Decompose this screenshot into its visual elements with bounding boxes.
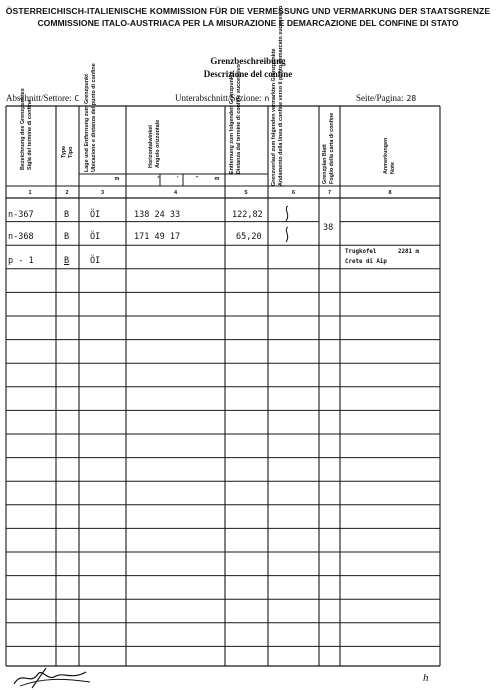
col3-number: 3	[100, 190, 105, 196]
col8-number: 8	[388, 190, 392, 196]
col1-header-de: Bezeichnung des Grenzpunktes	[20, 88, 26, 170]
col5-header-de: Entfernung zum folgenden Grenzpunkte	[229, 71, 235, 174]
col6-header-de: Grenzverlauf zum folgenden vermarkten Grenzpunkte	[271, 48, 277, 186]
col7-header	[322, 113, 335, 184]
horizontal-angle: 171 49 17	[134, 232, 181, 242]
curve-course-icon	[282, 205, 292, 223]
point-type: B	[64, 256, 70, 266]
point-location: ÖI	[90, 210, 101, 220]
col4-unit: ° ' "	[157, 176, 199, 182]
point-location: ÖI	[90, 256, 101, 266]
col3-header-de: Lage und Entfernung zum Grenzpunkt	[84, 74, 90, 172]
col5-header	[229, 64, 242, 174]
point-id: n-368	[8, 232, 34, 242]
signature-scribble	[12, 664, 92, 690]
commission-title-it: COMMISSIONE ITALO-AUSTRIACA PER LA MISURAZIONE E DEMARCAZIONE DEL CONFINE DI STATO	[37, 18, 459, 28]
document-title-de: Grenzbeschreibung	[210, 56, 286, 66]
col2-header-it: Tipo	[67, 146, 74, 158]
map-sheet-number: 38	[323, 223, 334, 233]
col6-header-it: Andamento della linea di confine verso il punto demarcato successivo	[277, 5, 284, 186]
point-location: ÖI	[90, 232, 101, 242]
col4-header-de: Horizontalwinkel	[148, 125, 154, 168]
note-peak-name-it: Crete di Aip	[345, 259, 387, 265]
distance: 65,20	[236, 232, 262, 242]
point-id: n-367	[8, 210, 34, 220]
col3-unit: m	[114, 176, 120, 182]
col3-header-it: Ubicazione e distanza del punto di confine	[90, 63, 97, 172]
section-label: Abschnitt/Settore:	[6, 93, 72, 103]
col4-header	[148, 120, 161, 168]
col8-header	[383, 138, 396, 174]
col1-number: 1	[28, 190, 32, 196]
col7-header-it: Foglio della carta di confine	[328, 112, 335, 184]
curve-course-icon	[282, 226, 292, 244]
col2-header	[61, 146, 74, 158]
point-type: B	[64, 232, 70, 242]
col8-header-de: Anmerkungen	[383, 137, 389, 174]
note-peak-name: Trugkofel	[345, 249, 377, 255]
col5-header-it: Distanza dal termine di confine successivo	[235, 64, 242, 174]
col7-number: 7	[327, 190, 332, 196]
point-id: p - 1	[8, 256, 34, 266]
col4-header-it: Angolo orizzontale	[154, 119, 161, 168]
section-value: C	[74, 94, 80, 103]
col7-header-de: Grenzplan Blatt	[322, 144, 328, 184]
col2-number: 2	[65, 190, 69, 196]
col4-number: 4	[173, 190, 178, 196]
point-type: B	[64, 210, 70, 220]
document-title-it: Descrizione del confine	[203, 69, 293, 79]
commission-title-de: ÖSTERREICHISCH-ITALIENISCHE KOMMISSION FÜR DIE VERMESSUNG UND VERMARKUNG DER STAATSGRENZE	[5, 6, 491, 16]
distance: 122,82	[232, 210, 263, 220]
subsection-value: n	[264, 94, 270, 103]
col5-unit: m	[214, 176, 220, 182]
subsection-label: Unterabschnitt/Sezione:	[175, 93, 262, 103]
col3-header	[84, 63, 97, 172]
col1-header	[20, 88, 33, 170]
initial-mark: h	[423, 672, 429, 684]
col8-header-it: Note	[389, 162, 396, 174]
page-label: Seite/Pagina:	[356, 93, 404, 103]
col6-header	[271, 6, 284, 186]
col6-number: 6	[291, 190, 296, 196]
note-peak-altitude: 2281 m	[398, 249, 419, 255]
col2-header-de: Type	[61, 145, 67, 158]
page-value: 28	[406, 94, 417, 103]
col1-header-it: Sigla del termine di confine	[26, 99, 33, 170]
col5-number: 5	[244, 190, 248, 196]
horizontal-angle: 138 24 33	[134, 210, 181, 220]
